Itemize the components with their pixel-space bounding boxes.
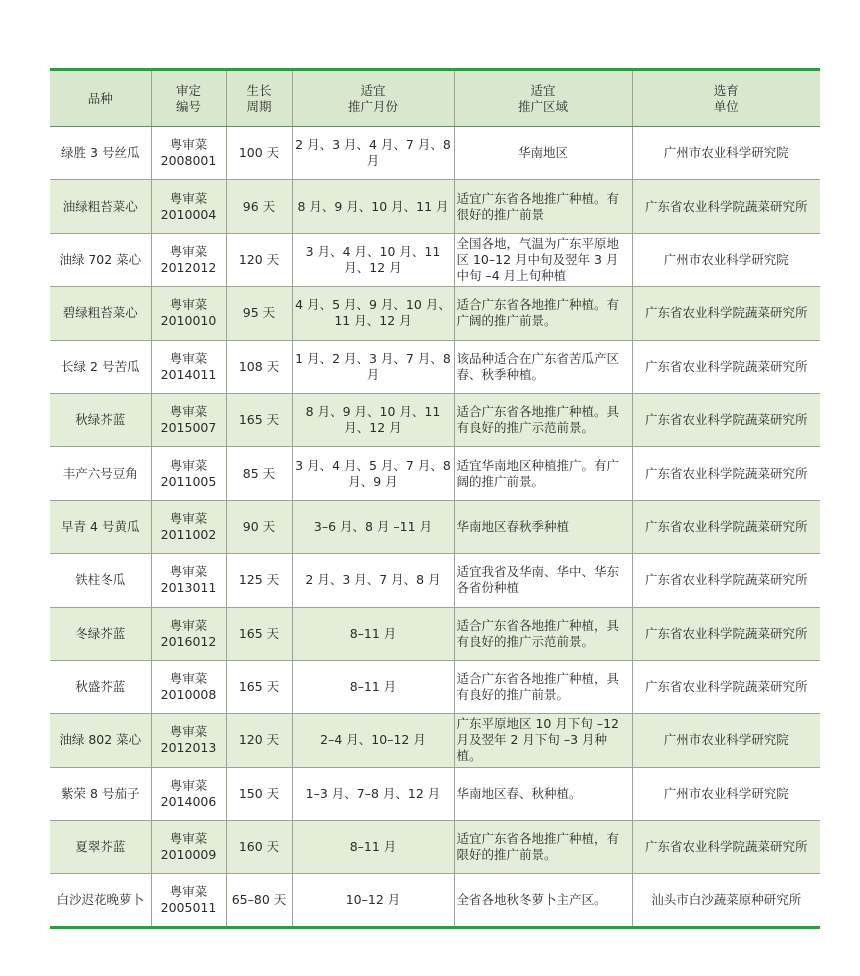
- cell-approval-code: 粤审菜 2013011: [151, 554, 226, 607]
- cell-variety: 秋绿芥蓝: [50, 393, 151, 446]
- cell-approval-code: 粤审菜 2010009: [151, 821, 226, 874]
- cell-variety: 碧绿粗苔菜心: [50, 287, 151, 340]
- cell-breeding-unit: 广州市农业科学研究院: [632, 127, 820, 180]
- cell-breeding-unit: 广东省农业科学院蔬菜研究所: [632, 180, 820, 233]
- cell-suitable-months: 8–11 月: [292, 660, 454, 713]
- cell-variety: 紫荣 8 号茄子: [50, 767, 151, 820]
- cell-suitable-months: 8–11 月: [292, 821, 454, 874]
- cell-approval-code: 粤审菜 2010008: [151, 660, 226, 713]
- cell-growth-cycle: 150 天: [226, 767, 292, 820]
- table-row: [50, 127, 820, 180]
- cell-breeding-unit: 广东省农业科学院蔬菜研究所: [632, 447, 820, 500]
- cell-suitable-months: 3 月、4 月、5 月、7 月、8 月、9 月: [292, 447, 454, 500]
- cell-breeding-unit: 广州市农业科学研究院: [632, 714, 820, 767]
- cell-suitable-months: 2 月、3 月、4 月、7 月、8 月: [292, 127, 454, 180]
- variety-table: [50, 68, 820, 929]
- header-suitable-months: 适宜 推广月份: [292, 70, 454, 127]
- cell-breeding-unit: 广州市农业科学研究院: [632, 767, 820, 820]
- cell-growth-cycle: 96 天: [226, 180, 292, 233]
- cell-suitable-months: 10–12 月: [292, 874, 454, 927]
- cell-growth-cycle: 65–80 天: [226, 874, 292, 927]
- cell-suitable-region: 华南地区: [454, 127, 632, 180]
- cell-suitable-region: 华南地区春、秋种植。: [454, 767, 632, 820]
- cell-suitable-region: 适宜广东省各地推广种植，有限好的推广前景。: [454, 821, 632, 874]
- cell-growth-cycle: 100 天: [226, 127, 292, 180]
- cell-approval-code: 粤审菜 2012012: [151, 233, 226, 286]
- cell-approval-code: 粤审菜 2005011: [151, 874, 226, 927]
- cell-breeding-unit: 广东省农业科学院蔬菜研究所: [632, 287, 820, 340]
- cell-growth-cycle: 160 天: [226, 821, 292, 874]
- cell-growth-cycle: 165 天: [226, 393, 292, 446]
- table-row: [50, 660, 820, 713]
- table-row: [50, 233, 820, 286]
- cell-breeding-unit: 广州市农业科学研究院: [632, 233, 820, 286]
- cell-growth-cycle: 125 天: [226, 554, 292, 607]
- cell-suitable-region: 该品种适合在广东省苦瓜产区春、秋季种植。: [454, 340, 632, 393]
- cell-approval-code: 粤审菜 2015007: [151, 393, 226, 446]
- cell-suitable-months: 8–11 月: [292, 607, 454, 660]
- cell-suitable-region: 适合广东省各地推广种植。具有良好的推广示范前景。: [454, 393, 632, 446]
- cell-variety: 夏翠芥蓝: [50, 821, 151, 874]
- cell-suitable-months: 1 月、2 月、3 月、7 月、8 月: [292, 340, 454, 393]
- header-variety: 品种: [50, 70, 151, 127]
- table-body: [50, 127, 820, 928]
- cell-suitable-months: 2–4 月、10–12 月: [292, 714, 454, 767]
- table-row: [50, 393, 820, 446]
- table-row: [50, 821, 820, 874]
- cell-approval-code: 粤审菜 2014006: [151, 767, 226, 820]
- cell-variety: 白沙迟花晚萝卜: [50, 874, 151, 927]
- cell-variety: 秋盛芥蓝: [50, 660, 151, 713]
- cell-suitable-region: 全国各地，气温为广东平原地区 10–12 月中旬及翌年 3 月中旬 –4 月上旬种植: [454, 233, 632, 286]
- cell-variety: 丰产六号豆角: [50, 447, 151, 500]
- cell-approval-code: 粤审菜 2016012: [151, 607, 226, 660]
- cell-suitable-region: 适宜华南地区种植推广。有广阔的推广前景。: [454, 447, 632, 500]
- header-approval-code: 审定 编号: [151, 70, 226, 127]
- cell-variety: 绿胜 3 号丝瓜: [50, 127, 151, 180]
- cell-growth-cycle: 95 天: [226, 287, 292, 340]
- cell-growth-cycle: 120 天: [226, 233, 292, 286]
- cell-variety: 铁柱冬瓜: [50, 554, 151, 607]
- cell-breeding-unit: 广东省农业科学院蔬菜研究所: [632, 660, 820, 713]
- cell-variety: 长绿 2 号苦瓜: [50, 340, 151, 393]
- cell-approval-code: 粤审菜 2008001: [151, 127, 226, 180]
- cell-suitable-months: 8 月、9 月、10 月、11 月、12 月: [292, 393, 454, 446]
- cell-growth-cycle: 165 天: [226, 607, 292, 660]
- cell-suitable-months: 8 月、9 月、10 月、11 月: [292, 180, 454, 233]
- table-row: [50, 500, 820, 553]
- cell-suitable-region: 适合广东省各地推广种植。有广阔的推广前景。: [454, 287, 632, 340]
- table-row: [50, 874, 820, 927]
- cell-suitable-region: 广东平原地区 10 月下旬 –12 月及翌年 2 月下旬 –3 月种植。: [454, 714, 632, 767]
- cell-suitable-region: 全省各地秋冬萝卜主产区。: [454, 874, 632, 927]
- cell-suitable-region: 适宜广东省各地推广种植。有很好的推广前景: [454, 180, 632, 233]
- cell-breeding-unit: 广东省农业科学院蔬菜研究所: [632, 607, 820, 660]
- cell-breeding-unit: 汕头市白沙蔬菜原种研究所: [632, 874, 820, 927]
- table-row: [50, 180, 820, 233]
- cell-growth-cycle: 108 天: [226, 340, 292, 393]
- cell-approval-code: 粤审菜 2010010: [151, 287, 226, 340]
- cell-approval-code: 粤审菜 2010004: [151, 180, 226, 233]
- table-row: [50, 607, 820, 660]
- table-row: [50, 340, 820, 393]
- cell-suitable-region: 适合广东省各地推广种植，具有良好的推广前景。: [454, 660, 632, 713]
- cell-suitable-months: 4 月、5 月、9 月、10 月、11 月、12 月: [292, 287, 454, 340]
- cell-growth-cycle: 90 天: [226, 500, 292, 553]
- cell-suitable-months: 3 月、4 月、10 月、11 月、12 月: [292, 233, 454, 286]
- table-row: [50, 447, 820, 500]
- cell-growth-cycle: 120 天: [226, 714, 292, 767]
- cell-approval-code: 粤审菜 2014011: [151, 340, 226, 393]
- cell-breeding-unit: 广东省农业科学院蔬菜研究所: [632, 821, 820, 874]
- cell-suitable-region: 适合广东省各地推广种植，具有良好的推广示范前景。: [454, 607, 632, 660]
- table-header: [50, 70, 820, 127]
- cell-suitable-region: 适宜我省及华南、华中、华东各省份种植: [454, 554, 632, 607]
- cell-growth-cycle: 85 天: [226, 447, 292, 500]
- table-row: [50, 767, 820, 820]
- table-row: [50, 287, 820, 340]
- cell-variety: 冬绿芥蓝: [50, 607, 151, 660]
- header-breeding-unit: 选育 单位: [632, 70, 820, 127]
- cell-breeding-unit: 广东省农业科学院蔬菜研究所: [632, 393, 820, 446]
- cell-breeding-unit: 广东省农业科学院蔬菜研究所: [632, 554, 820, 607]
- table-row: [50, 714, 820, 767]
- cell-suitable-months: 3–6 月、8 月 –11 月: [292, 500, 454, 553]
- cell-breeding-unit: 广东省农业科学院蔬菜研究所: [632, 340, 820, 393]
- cell-approval-code: 粤审菜 2012013: [151, 714, 226, 767]
- cell-suitable-region: 华南地区春秋季种植: [454, 500, 632, 553]
- cell-variety: 油绿 702 菜心: [50, 233, 151, 286]
- cell-variety: 早青 4 号黄瓜: [50, 500, 151, 553]
- cell-growth-cycle: 165 天: [226, 660, 292, 713]
- cell-approval-code: 粤审菜 2011002: [151, 500, 226, 553]
- variety-table-container: [50, 68, 820, 929]
- table-row: [50, 554, 820, 607]
- cell-variety: 油绿粗苔菜心: [50, 180, 151, 233]
- cell-variety: 油绿 802 菜心: [50, 714, 151, 767]
- header-suitable-region: 适宜 推广区域: [454, 70, 632, 127]
- cell-breeding-unit: 广东省农业科学院蔬菜研究所: [632, 500, 820, 553]
- cell-suitable-months: 2 月、3 月、7 月、8 月: [292, 554, 454, 607]
- header-growth-cycle: 生长 周期: [226, 70, 292, 127]
- cell-suitable-months: 1–3 月、7–8 月、12 月: [292, 767, 454, 820]
- cell-approval-code: 粤审菜 2011005: [151, 447, 226, 500]
